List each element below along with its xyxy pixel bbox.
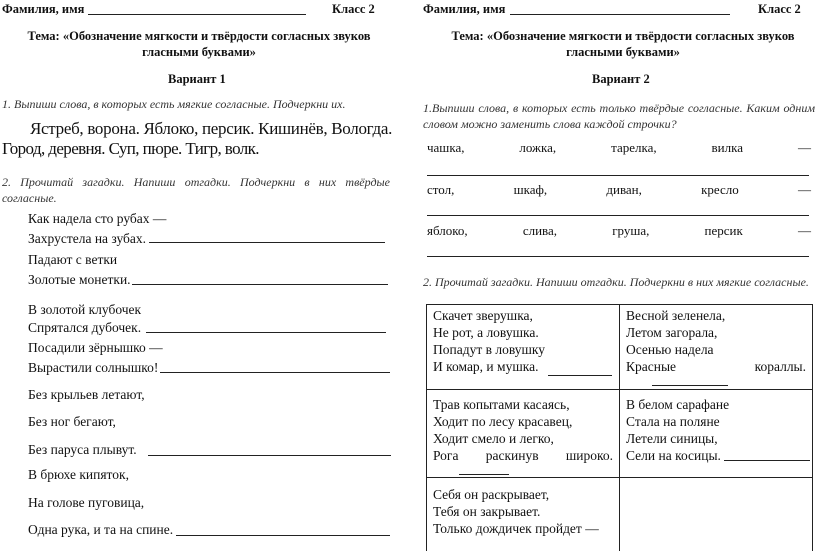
left-class-label: Класс 2: [332, 2, 375, 16]
answer-line[interactable]: [160, 372, 390, 373]
riddle-line: Одна рука, и та на спине.: [28, 522, 174, 537]
riddle-line: И комар, и мушка.: [433, 359, 539, 374]
word: вилка: [711, 140, 744, 155]
left-task2: 2. Прочитай загадки. Напиши отгадки. Подчеркни в них твёрдые согласные.: [2, 175, 390, 205]
left-topic: Тема: «Обозначение мягкости и твёрдости согласных звуков гласными буквами»: [27, 29, 371, 59]
word: персик: [704, 223, 743, 238]
riddle-cell: [619, 389, 813, 478]
left-words-line1: Ястреб, ворона. Яблоко, персик. Кишинёв, Вологда.: [30, 119, 393, 138]
word-row: [427, 223, 811, 239]
word: диван,: [606, 182, 642, 197]
riddle-cell: [426, 304, 620, 390]
riddle-line: На голове пуговица,: [28, 495, 145, 510]
answer-line[interactable]: [459, 474, 509, 475]
riddle-line: Только дождичек пройдет —: [433, 521, 599, 536]
riddle-line: Падают с ветки: [28, 252, 118, 267]
right-task1: 1.Выпиши слова, в которых есть только твёрдые согласные. Каким одним словом можно заменить слова каждой строчки?: [423, 101, 815, 131]
dash: —: [798, 182, 811, 197]
right-class-label: Класс 2: [758, 2, 801, 16]
answer-line[interactable]: [652, 385, 728, 386]
riddle-line: Без крыльев летают,: [28, 387, 145, 402]
right-topic: Тема: «Обозначение мягкости и твёрдости согласных звуков гласными буквами»: [451, 29, 795, 59]
riddle-line: Без паруса плывут.: [28, 442, 137, 457]
riddle-line: Стала на поляне: [626, 414, 720, 429]
left-variant: Вариант 1: [168, 72, 226, 86]
riddle-line: Тебя он закрывает.: [433, 504, 541, 519]
answer-line[interactable]: [146, 332, 386, 333]
right-name-label: Фамилия, имя: [423, 2, 506, 16]
left-task1: 1. Выпиши слова, в которых есть мягкие согласные. Подчеркни их.: [2, 97, 346, 111]
answer-line[interactable]: [149, 242, 385, 243]
answer-line[interactable]: [427, 256, 809, 257]
word: тарелка,: [611, 140, 657, 155]
riddle-line: В брюхе кипяток,: [28, 467, 129, 482]
riddle-line: Сели на косицы.: [626, 448, 721, 463]
riddle-line: Скачет зверушка,: [433, 308, 533, 323]
left-name-line[interactable]: [88, 14, 306, 15]
riddle-word: раскинув: [485, 448, 539, 463]
word: кресло: [701, 182, 739, 197]
left-words-line2: Город, деревня. Суп, пюре. Тигр, волк.: [2, 139, 259, 158]
riddle-line: В золотой клубочек: [28, 302, 142, 317]
riddle-line: [626, 358, 806, 375]
riddle-line: Попадут в ловушку: [433, 342, 546, 357]
left-name-label: Фамилия, имя: [2, 2, 85, 16]
riddle-line: Не рот, а ловушка.: [433, 325, 539, 340]
riddle-line: Как надела сто рубах —: [28, 211, 167, 226]
riddle-line: Трав копытами касаясь,: [433, 397, 570, 412]
right-task2: 2. Прочитай загадки. Напиши отгадки. Подчеркни в них мягкие согласные.: [423, 275, 809, 289]
word: шкаф,: [513, 182, 548, 197]
word: чашка,: [427, 140, 465, 155]
riddle-line: Ходит по лесу красавец,: [433, 414, 573, 429]
riddle-line: Спрятался дубочек.: [28, 320, 142, 335]
right-variant: Вариант 2: [592, 72, 650, 86]
riddle-cell-empty: [619, 477, 813, 551]
riddle-line: [433, 447, 613, 464]
dash: —: [797, 223, 811, 238]
riddle-word: Рога: [433, 448, 459, 463]
riddle-word: Красные: [626, 359, 677, 374]
riddle-line: Себя он раскрывает,: [433, 487, 550, 502]
riddle-line: Весной зеленела,: [626, 308, 726, 323]
riddle-cell: [426, 477, 620, 551]
dash: —: [797, 140, 811, 155]
answer-line[interactable]: [132, 284, 388, 285]
word: яблоко,: [427, 223, 468, 238]
word-row: [427, 182, 811, 198]
answer-line[interactable]: [176, 535, 390, 536]
answer-line[interactable]: [724, 460, 810, 461]
riddle-line: Захрустела на зубах.: [28, 231, 147, 246]
right-name-line[interactable]: [510, 14, 730, 15]
riddle-line: Осенью надела: [626, 342, 714, 357]
riddle-line: Посадили зёрнышко —: [28, 340, 163, 355]
riddle-word: кораллы.: [754, 359, 806, 374]
riddle-line: В белом сарафане: [626, 397, 730, 412]
answer-line[interactable]: [427, 175, 809, 176]
word: слива,: [522, 223, 558, 238]
riddle-cell: [619, 304, 813, 390]
word: груша,: [612, 223, 650, 238]
riddle-cell: [426, 389, 620, 478]
word-row: [427, 140, 811, 156]
riddle-line: Летели синицы,: [626, 431, 718, 446]
riddle-line: Ходит смело и легко,: [433, 431, 554, 446]
riddle-line: Летом загорала,: [626, 325, 718, 340]
riddle-line: Золотые монетки.: [28, 272, 131, 287]
word: ложка,: [519, 140, 557, 155]
answer-line[interactable]: [148, 455, 391, 456]
riddle-word: широко.: [565, 448, 613, 463]
word: стол,: [427, 182, 455, 197]
riddle-line: Вырастили солнышко!: [28, 360, 159, 375]
riddle-line: Без ног бегают,: [28, 414, 116, 429]
answer-line[interactable]: [548, 375, 612, 376]
answer-line[interactable]: [427, 215, 809, 216]
